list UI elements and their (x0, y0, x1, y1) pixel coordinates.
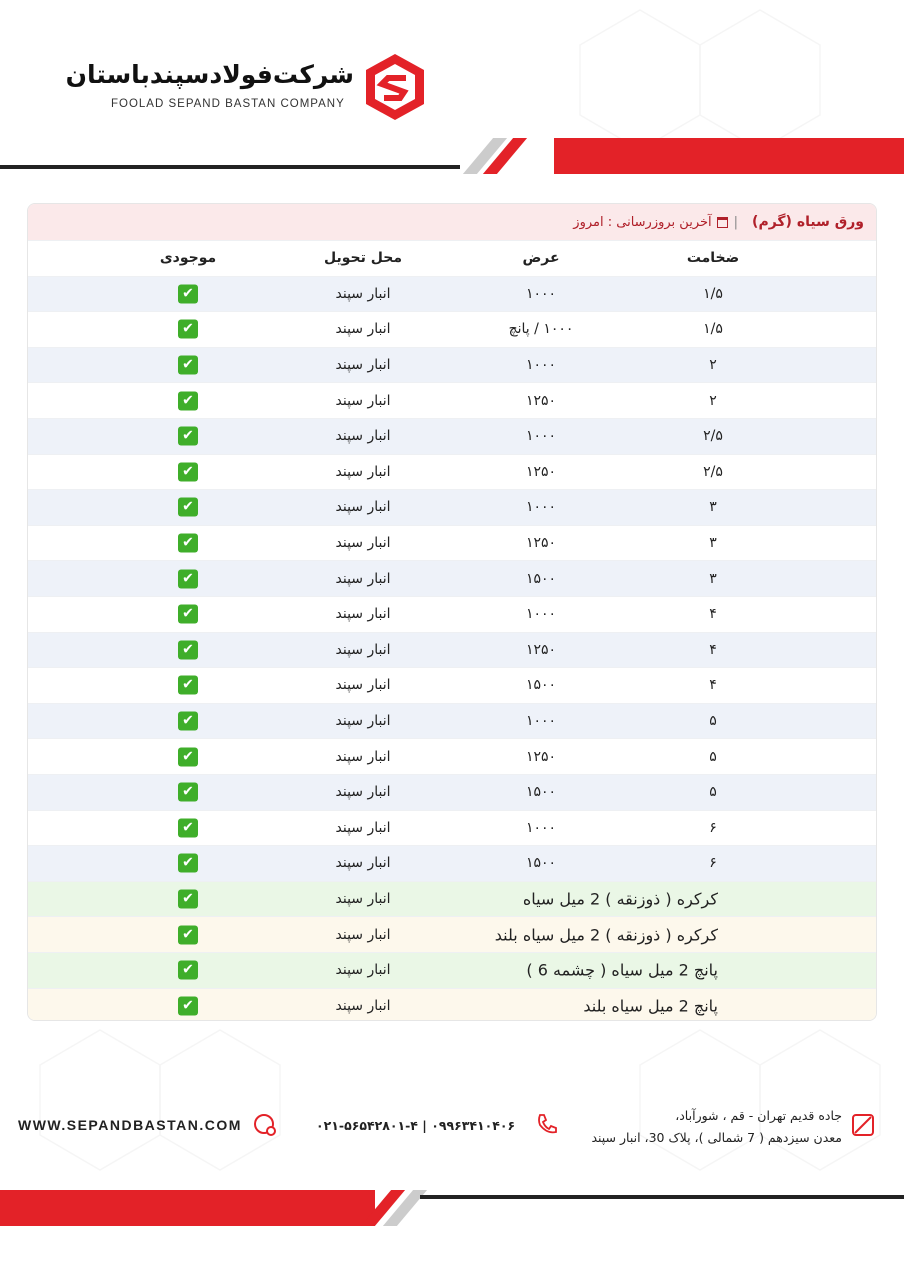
width-cell: ۱۰۰۰ / پانچ (508, 321, 574, 338)
table-row (28, 525, 877, 561)
delivery-cell: انبار سپند (335, 819, 391, 836)
header-line (0, 165, 460, 169)
card-header (28, 204, 876, 240)
delivery-cell: انبار سپند (335, 285, 391, 302)
thickness-cell: ۵ (709, 784, 717, 801)
check-icon: ✔ (178, 712, 198, 731)
check-icon: ✔ (178, 783, 198, 802)
calendar-icon (717, 217, 728, 228)
width-cell: ۱۵۰۰ (525, 570, 557, 587)
col-stock: موجودی (159, 250, 217, 267)
width-cell: ۱۰۰۰ (525, 499, 557, 516)
thickness-cell: ۲ (709, 357, 717, 374)
check-icon: ✔ (178, 320, 198, 339)
product-cell: کرکره ( ذوزنقه ) 2 میل سیاه (522, 889, 718, 909)
table-row (28, 952, 877, 988)
stock-cell (178, 498, 198, 517)
width-cell: ۱۰۰۰ (525, 357, 557, 374)
check-icon: ✔ (178, 640, 198, 659)
check-icon: ✔ (178, 996, 198, 1015)
delivery-cell: انبار سپند (335, 606, 391, 623)
footer-line (420, 1195, 904, 1199)
map-icon (852, 1114, 874, 1136)
table-row (28, 347, 877, 383)
check-icon: ✔ (178, 427, 198, 446)
delivery-cell: انبار سپند (335, 428, 391, 445)
check-icon: ✔ (178, 498, 198, 517)
thickness-cell: ۴ (709, 677, 717, 694)
stock-cell (178, 925, 198, 944)
col-delivery: محل تحویل (323, 250, 403, 267)
thickness-cell: ۱/۵ (703, 285, 723, 302)
check-icon: ✔ (178, 356, 198, 375)
website-link[interactable]: WWW.SEPANDBASTAN.COM (18, 1117, 242, 1133)
table-row (28, 845, 877, 881)
phone-icon (535, 1112, 559, 1136)
width-cell: ۱۵۰۰ (525, 784, 557, 801)
delivery-cell: انبار سپند (335, 784, 391, 801)
company-name-fa: شرکت‌فولادسپندباستان (65, 60, 354, 89)
card-title: ورق سیاه (گرم) (752, 214, 864, 230)
width-cell: ۱۰۰۰ (525, 713, 557, 730)
check-icon: ✔ (178, 818, 198, 837)
width-cell: ۱۰۰۰ (525, 819, 557, 836)
s-hexagon-logo-icon (360, 52, 430, 122)
table-row (28, 810, 877, 846)
stock-cell (178, 747, 198, 766)
width-cell: ۱۰۰۰ (525, 285, 557, 302)
check-icon: ✔ (178, 854, 198, 873)
address-line: معدن سیزدهم ( 7 شمالی )، پلاک 30، انبار سپند (591, 1130, 842, 1145)
table-row (28, 738, 877, 774)
stock-cell (178, 854, 198, 873)
company-name-en: FOOLAD SEPAND BASTAN COMPANY (111, 98, 345, 110)
delivery-cell: انبار سپند (335, 713, 391, 730)
check-icon: ✔ (178, 747, 198, 766)
width-cell: ۱۲۵۰ (525, 641, 557, 658)
last-update: آخرین بروزرسانی : امروز (573, 214, 712, 230)
stock-cell (178, 284, 198, 303)
stock-cell (178, 391, 198, 410)
thickness-cell: ۲/۵ (703, 463, 723, 480)
delivery-cell: انبار سپند (335, 499, 391, 516)
delivery-cell: انبار سپند (335, 748, 391, 765)
width-cell: ۱۲۵۰ (525, 748, 557, 765)
thickness-cell: ۳ (709, 499, 717, 516)
check-icon: ✔ (178, 534, 198, 553)
check-icon: ✔ (178, 569, 198, 588)
width-cell: ۱۲۵۰ (525, 535, 557, 552)
table-row (28, 596, 877, 632)
address (591, 1105, 842, 1149)
delivery-cell: انبار سپند (335, 321, 391, 338)
stock-cell (178, 605, 198, 624)
table-row (28, 988, 877, 1021)
header-red-bar (554, 138, 904, 174)
table-row (28, 881, 877, 917)
thickness-cell: ۲ (709, 392, 717, 409)
globe-search-icon (253, 1113, 279, 1139)
check-icon: ✔ (178, 961, 198, 980)
table-row (28, 311, 877, 347)
stock-cell (178, 890, 198, 909)
thickness-cell: ۵ (709, 713, 717, 730)
check-icon: ✔ (178, 605, 198, 624)
delivery-cell: انبار سپند (335, 962, 391, 979)
stock-table-card (27, 203, 877, 1021)
delivery-cell: انبار سپند (335, 677, 391, 694)
delivery-cell: انبار سپند (335, 641, 391, 658)
phone-numbers: ۰۲۱-۵۶۵۴۲۸۰۱-۴ | ۰۹۹۶۳۴۱۰۴۰۶ (316, 1118, 516, 1133)
footer-red-bar (0, 1190, 375, 1226)
check-icon: ✔ (178, 676, 198, 695)
thickness-cell: ۲/۵ (703, 428, 723, 445)
delivery-cell: انبار سپند (335, 926, 391, 943)
delivery-cell: انبار سپند (335, 392, 391, 409)
table-row (28, 382, 877, 418)
check-icon: ✔ (178, 284, 198, 303)
stock-cell (178, 640, 198, 659)
product-cell: کرکره ( ذوزنقه ) 2 میل سیاه بلند (494, 925, 718, 945)
company-logo (65, 52, 438, 122)
width-cell: ۱۰۰۰ (525, 428, 557, 445)
table-row (28, 916, 877, 952)
thickness-cell: ۳ (709, 570, 717, 587)
address-line: جاده قدیم تهران - قم ، شورآباد، (675, 1108, 842, 1123)
delivery-cell: انبار سپند (335, 855, 391, 872)
stock-cell (178, 996, 198, 1015)
check-icon: ✔ (178, 890, 198, 909)
table-row (28, 774, 877, 810)
width-cell: ۱۲۵۰ (525, 392, 557, 409)
stock-cell (178, 569, 198, 588)
stock-cell (178, 818, 198, 837)
table-row (28, 454, 877, 490)
stock-cell (178, 356, 198, 375)
stock-cell (178, 712, 198, 731)
thickness-cell: ۶ (709, 855, 717, 872)
check-icon: ✔ (178, 391, 198, 410)
thickness-cell: ۴ (709, 606, 717, 623)
table-row (28, 703, 877, 739)
check-icon: ✔ (178, 462, 198, 481)
thickness-cell: ۴ (709, 641, 717, 658)
table-row (28, 489, 877, 525)
thickness-cell: ۵ (709, 748, 717, 765)
table-row (28, 276, 877, 312)
check-icon: ✔ (178, 925, 198, 944)
delivery-cell: انبار سپند (335, 535, 391, 552)
delivery-cell: انبار سپند (335, 463, 391, 480)
width-cell: ۱۵۰۰ (525, 677, 557, 694)
stock-cell (178, 534, 198, 553)
thickness-cell: ۱/۵ (703, 321, 723, 338)
width-cell: ۱۰۰۰ (525, 606, 557, 623)
stock-cell (178, 676, 198, 695)
width-cell: ۱۲۵۰ (525, 463, 557, 480)
table-row (28, 667, 877, 703)
delivery-cell: انبار سپند (335, 891, 391, 908)
thickness-cell: ۶ (709, 819, 717, 836)
table-row (28, 632, 877, 668)
product-cell: پانچ 2 میل سیاه بلند (583, 996, 718, 1016)
thickness-cell: ۳ (709, 535, 717, 552)
separator: | (733, 214, 739, 230)
col-width: عرض (522, 250, 560, 267)
product-cell: پانچ 2 میل سیاه ( چشمه 6 ) (526, 960, 718, 980)
stock-cell (178, 462, 198, 481)
delivery-cell: انبار سپند (335, 357, 391, 374)
col-thickness: ضخامت (686, 250, 740, 267)
stock-cell (178, 320, 198, 339)
table-row (28, 418, 877, 454)
table-header (28, 240, 877, 276)
stock-cell (178, 961, 198, 980)
stock-cell (178, 427, 198, 446)
delivery-cell: انبار سپند (335, 997, 391, 1014)
width-cell: ۱۵۰۰ (525, 855, 557, 872)
delivery-cell: انبار سپند (335, 570, 391, 587)
stock-cell (178, 783, 198, 802)
table-row (28, 560, 877, 596)
